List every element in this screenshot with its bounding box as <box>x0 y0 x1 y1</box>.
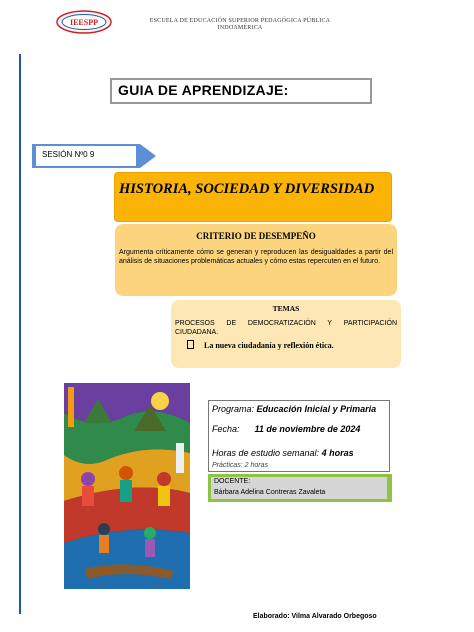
program-info-box <box>208 400 390 472</box>
practicas-row-cut: Prácticas: 2 horas <box>212 462 269 469</box>
subject-banner <box>114 172 392 222</box>
docente-box <box>211 477 387 499</box>
page-side-rule <box>19 54 21 614</box>
temas-body: PROCESOS DE DEMOCRATIZACIÓN Y PARTICIPACIÓN CIUDADANA. <box>175 320 397 336</box>
guide-title: GUIA DE APRENDIZAJE: <box>118 82 289 98</box>
docente-name: Bárbara Adelina Contreras Zavaleta <box>214 489 326 496</box>
criterio-card <box>115 224 397 296</box>
subject-title: HISTORIA, SOCIEDAD Y DIVERSIDAD <box>119 181 375 197</box>
andean-painting-image <box>64 383 190 589</box>
school-name-line2: INDOAMÉRICA <box>217 25 263 31</box>
school-name <box>120 18 360 32</box>
temas-card <box>171 300 401 368</box>
temas-title: TEMAS <box>272 304 300 313</box>
logo-text: IEESPP <box>69 18 99 27</box>
guide-title-box <box>110 78 372 104</box>
horas-row <box>212 448 354 458</box>
school-logo <box>56 10 112 34</box>
temas-bullet-text: La nueva ciudadanía y reflexión ética. <box>204 341 334 350</box>
temas-bullet-item <box>187 340 334 350</box>
horas-value: 4 horas <box>321 448 354 458</box>
fecha-row <box>212 424 382 434</box>
programa-value: Educación Inicial y Primaria <box>256 404 377 414</box>
programa-label: Programa: <box>212 404 255 414</box>
elaborado-by: Elaborado: Vilma Alvarado Orbegoso <box>253 613 377 620</box>
fecha-value: 11 de noviembre de 2024 <box>254 424 361 434</box>
fecha-label: Fecha: <box>212 424 240 434</box>
programa-row <box>212 404 376 414</box>
session-number: SESIÓN Nº0 9 <box>42 150 95 159</box>
horas-label: Horas de estudio semanal: <box>212 448 320 458</box>
criterio-title: CRITERIO DE DESEMPEÑO <box>196 231 316 241</box>
school-name-line1: ESCUELA DE EDUCACIÓN SUPERIOR PEDAGÓGICA PÚBLICA <box>149 18 331 24</box>
criterio-body: Argumenta críticamente cómo se generan y reproducen las desigualdades a partir del análisis de situaciones problemáticas actuales y cómo estas repercuten en el futuro. <box>119 249 393 265</box>
docente-frame <box>208 474 392 502</box>
bullet-box-icon <box>187 340 194 349</box>
docente-label: DOCENTE: <box>214 478 251 485</box>
